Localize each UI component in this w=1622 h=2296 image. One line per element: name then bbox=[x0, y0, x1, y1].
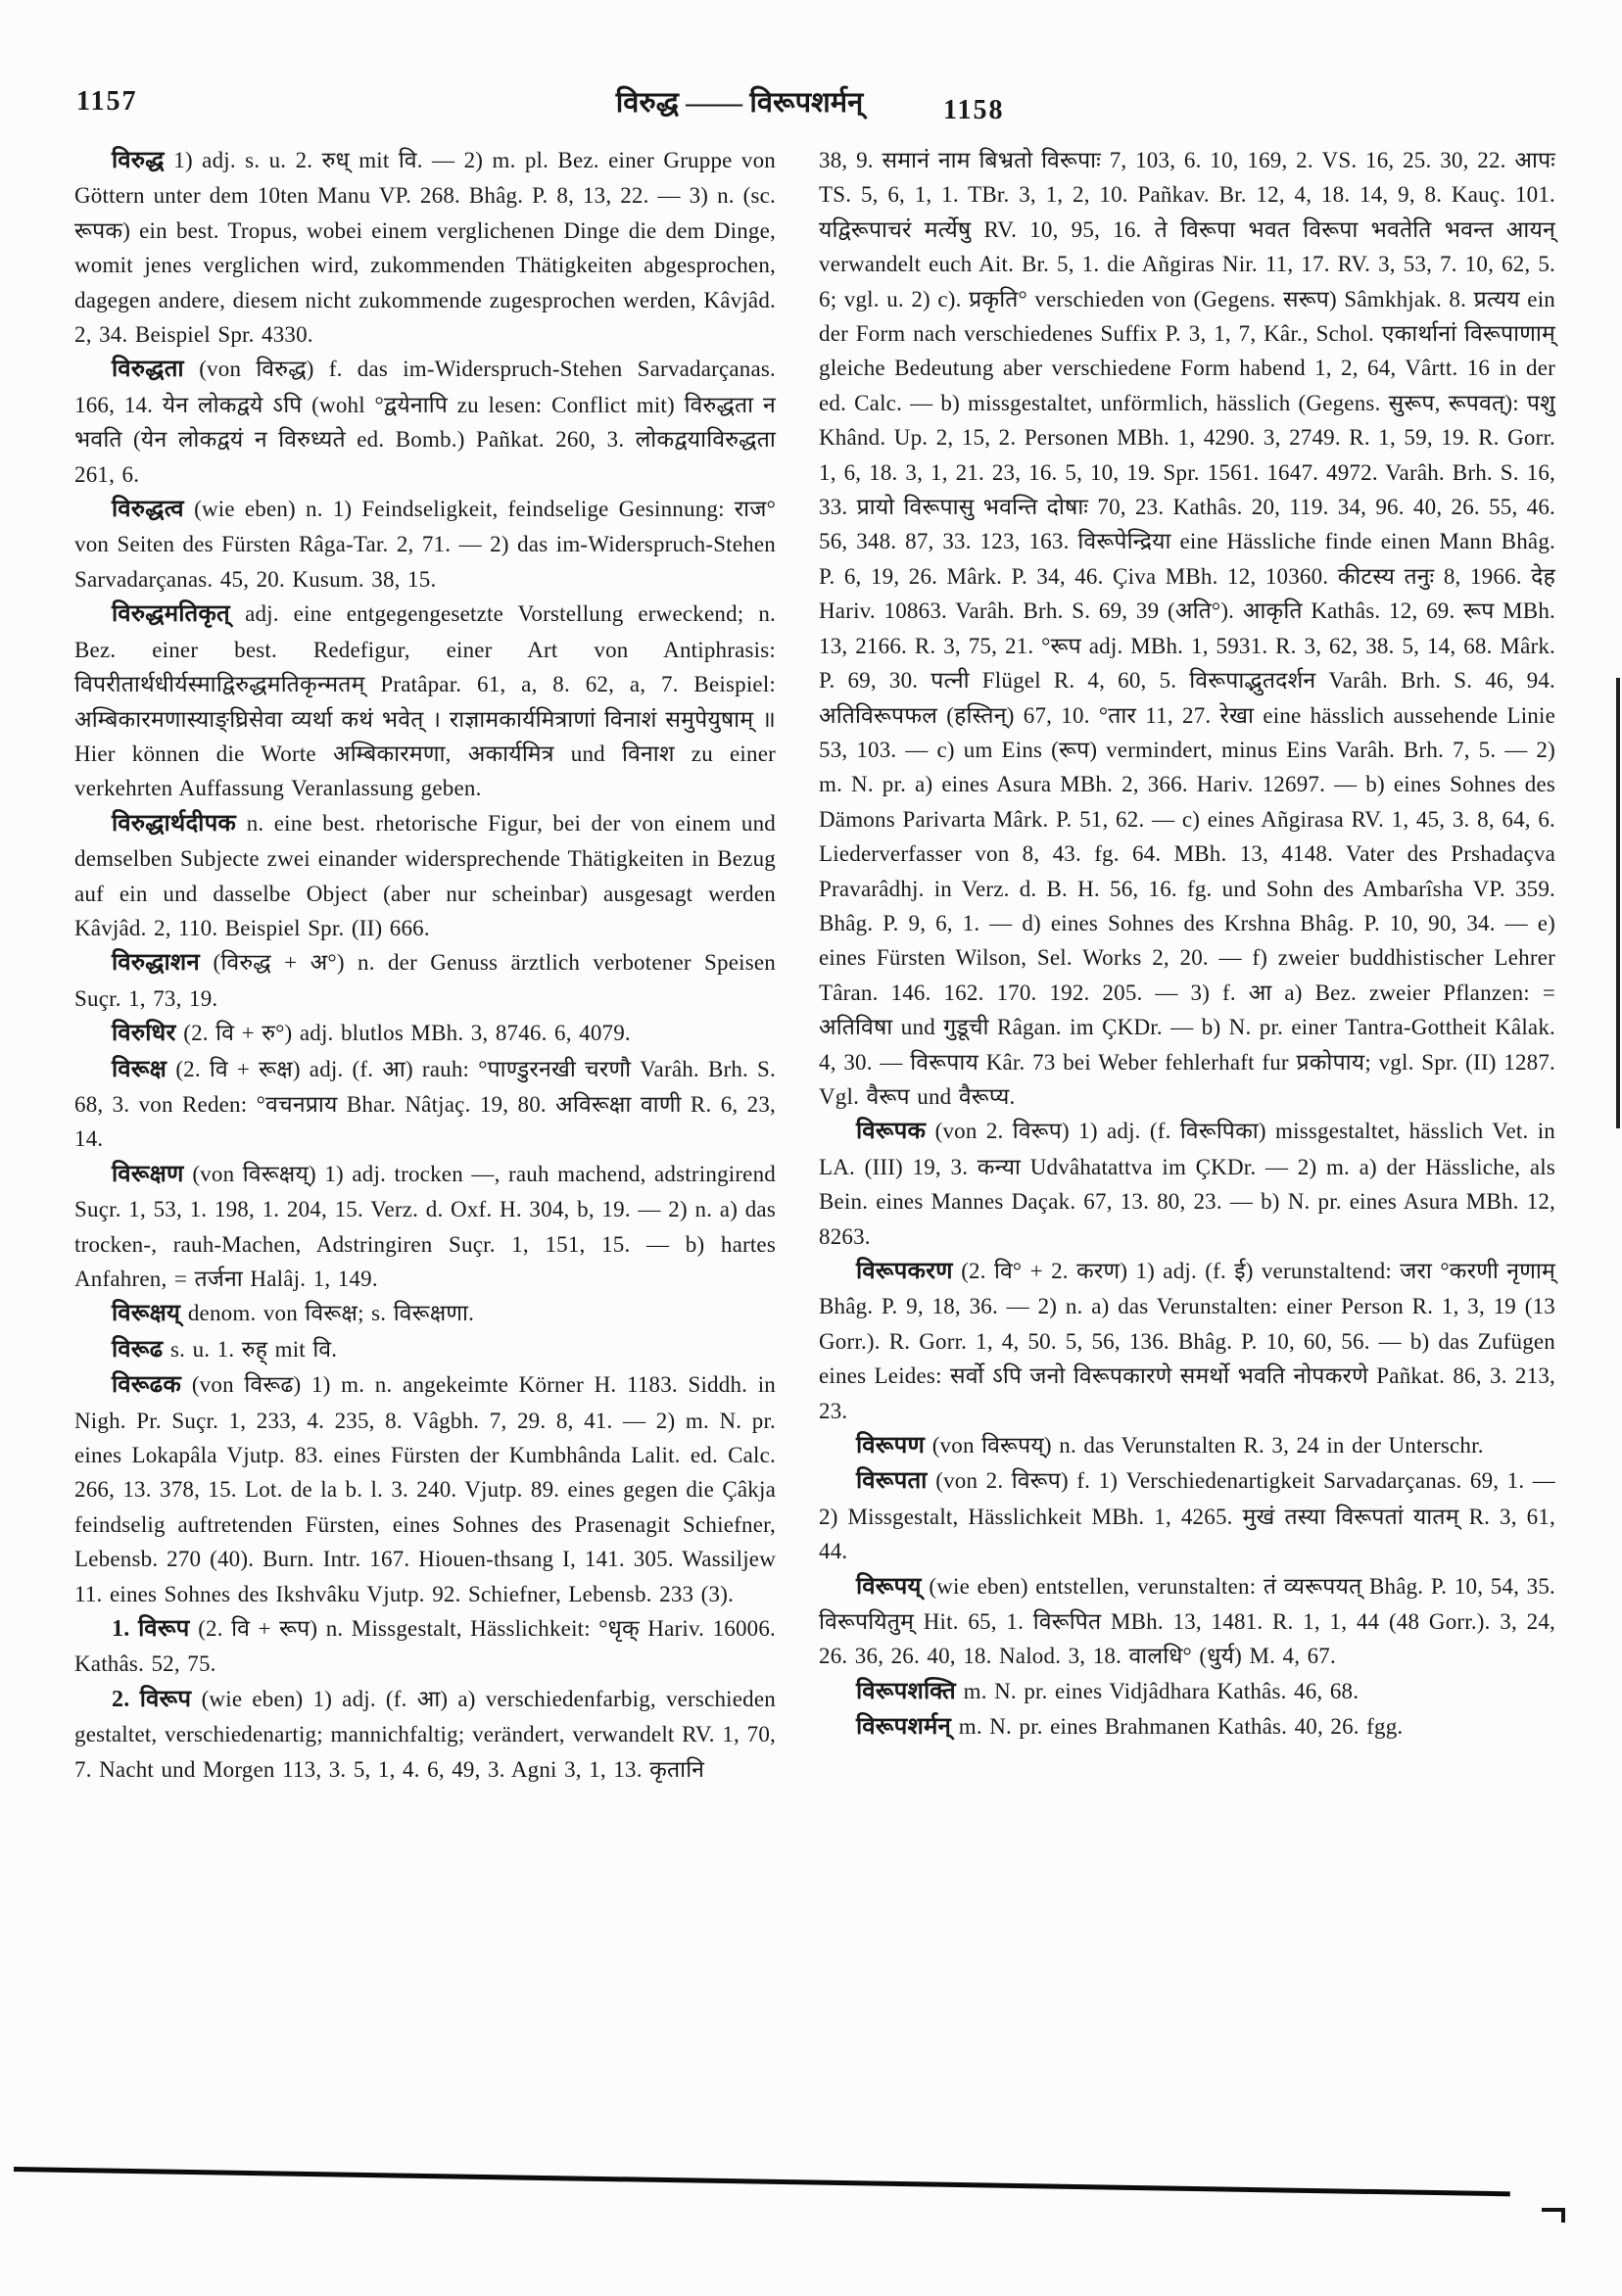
scan-corner-mark bbox=[1542, 2208, 1565, 2223]
entry-headword: विरूढक bbox=[112, 1372, 192, 1399]
entry-headword: विरुद्धमतिकृत् bbox=[112, 601, 246, 628]
dictionary-entry: विरुद्धता (von विरुद्ध) f. das im-Widerspruch-Stehen Sarvadarçanas. 166, 14. येन लोकद्वये ऽपि (wohl °द्वयेनापि zu lesen: Conflict mit) विरुद्धता न भवति (येन लोकद्वयं न विरुध्यते ed. Bomb.) Pañkat. 260, 3. लोकद्वयाविरुद्धता 261, 6. bbox=[74, 357, 776, 487]
entry-headword: 2. विरूप bbox=[112, 1686, 202, 1712]
entry-headword: विरुद्धाशन bbox=[112, 950, 214, 977]
entry-headword: विरुद्धत्व bbox=[112, 497, 195, 523]
entry-headword: 1. विरूप bbox=[112, 1616, 199, 1643]
dictionary-entry: विरूपशक्ति m. N. pr. eines Vidjâdhara Kathâs. 46, 68. bbox=[856, 1678, 1360, 1704]
running-head: विरुद्ध —— विरूपशर्मन् bbox=[615, 87, 864, 119]
dictionary-entry: विरूपता (von 2. विरूप) f. 1) Verschiedenartigkeit Sarvadarçanas. 69, 1. — 2) Missgestalt, Hässlichkeit MBh. 1, 4265. मुखं तस्या विरूपतां यातम् R. 3, 61, 44. bbox=[819, 1468, 1555, 1564]
entry-headword: विरूपक bbox=[856, 1119, 935, 1145]
entry-headword: विरूपशर्मन् bbox=[856, 1714, 959, 1741]
dictionary-entry: विरुद्ध 1) adj. s. u. 2. रुध् mit वि. — 2) m. pl. Bez. einer Gruppe von Göttern unter dem 10ten Manu VP. 268. Bhâg. P. 8, 13, 22. — 3) n. (sc. रूपक) ein best. Tropus, wobei einem verglichenen Dinge die dem Dinge, womit jenes verglichen wird, zukommenden Thätigkeiten abgesprochen, dagegen andere, diesem nicht zukommende zugesprochen werden, Kâvjâd. 2, 34. Beispiel Spr. 4330. bbox=[74, 148, 776, 348]
dictionary-entry: विरूक्ष (2. वि + रूक्ष) adj. (f. आ) rauh: °पाण्डुरनखी चरणौ Varâh. Brh. S. 68, 3. von Reden: °वचनप्राय Bhar. Nâtjaç. 19, 80. अविरूक्षा वाणी R. 6, 23, 14. bbox=[74, 1056, 776, 1152]
dictionary-entry: विरुद्धमतिकृत् adj. eine entgegengesetzte Vorstellung erweckend; n. Bez. einer best. Redefigur, einer Art von Antiphrasis: विपरीतार्थधीर्यस्माद्विरुद्धमतिकृन्मतम् Pratâpar. 61, a, 8. 62, a, 7. Beispiel: अम्बिकारमणास्याङ्घ्रिसेवा व्यर्था कथं भवेत् । राज्ञामकार्यमित्राणां विनाशं समुपेयुषाम् ॥ Hier können die Worte अम्बिकारमणा, अकार्यमित्र und विनाश zu einer verkehrten Auffassung Veranlassung geben. bbox=[74, 601, 776, 801]
entry-headword: विरुद्धार्थदीपक bbox=[112, 810, 247, 837]
dictionary-entry: विरूढ s. u. 1. रुह् mit वि. bbox=[112, 1336, 338, 1363]
entry-headword: विरूक्ष bbox=[112, 1056, 176, 1082]
dictionary-entry: विरुद्धार्थदीपक n. eine best. rhetorische Figur, bei der von einem und demselben Subjecte zwei einander widersprechende Thätigkeiten in Bezug auf ein und dasselbe Object (aber nur scheinbar) ausgesagt werden Kâvjâd. 2, 110. Beispiel Spr. (II) 666. bbox=[74, 810, 776, 940]
entry-headword: विरूपता bbox=[856, 1468, 936, 1495]
dictionary-column-right bbox=[819, 143, 1555, 1746]
dictionary-entry: विरुधिर (2. वि + रु°) adj. blutlos MBh. 3, 8746. 6, 4079. bbox=[112, 1021, 631, 1047]
entry-headword: विरूक्षय् bbox=[112, 1301, 188, 1327]
dictionary-entry: विरुद्धत्व (wie eben) n. 1) Feindseligkeit, feindselige Gesinnung: राज° von Seiten des Fürsten Râga-Tar. 2, 71. — 2) das im-Widerspruch-Stehen Sarvadarçanas. 45, 20. Kusum. 38, 15. bbox=[74, 497, 776, 592]
scan-edge-artifact bbox=[1616, 678, 1620, 1128]
dictionary-entry: 38, 9. समानं नाम बिभ्रतो विरूपाः 7, 103, 6. 10, 169, 2. VS. 16, 25. 30, 22. आपः TS. 5, 6, 1, 1. TBr. 3, 1, 2, 10. Pañkav. Br. 12, 4, 18. 14, 9, 8. Kauç. 101. यद्विरूपाचरं मर्त्येषु RV. 10, 95, 16. ते विरूपा भवत विरूपा भवतेति भवन्त आयन् verwandelt euch Ait. Br. 5, 1. die Añgiras Nir. 11, 17. RV. 3, 53, 7. 10, 62, 5. 6; vgl. u. 2) c). प्रकृति° verschieden von (Gegens. सरूप) Sâmkhjak. 8. प्रत्यय ein der Form nach verschiedenes Suffix P. 3, 1, 7, Kâr., Schol. एकार्थानां विरूपाणाम् gleiche Bedeutung aber verschiedene Form habend 1, 2, 64, Vârtt. 16 in der ed. Calc. — b) missgestaltet, unförmlich, hässlich (Gegens. सुरूप, रूपवत्): पशु Khând. Up. 2, 15, 2. Personen MBh. 1, 4290. 3, 2749. R. 1, 59, 19. R. Gorr. 1, 6, 18. 3, 1, 21. 23, 16. 5, 10, 19. Spr. 1561. 1647. 4972. Varâh. Brh. S. 16, 33. प्रायो विरूपासु भवन्ति दोषाः 70, 23. Kathâs. 20, 119. 34, 96. 40, 26. 55, 46. 56, 348. 87, 33. 123, 163. विरूपेन्द्रिया eine Hässliche finde einen Mann Bhâg. P. 6, 19, 26. Mârk. P. 34, 46. Çiva MBh. 12, 10360. कीटस्य तनुः 8, 1966. देह Hariv. 10863. Varâh. Brh. S. 69, 39 (अति°). आकृति Kathâs. 12, 69. रूप MBh. 13, 2166. R. 3, 75, 21. °रूप adj. MBh. 1, 5931. R. 3, 62, 38. 5, 14, 68. Mârk. P. 69, 30. पत्नी Flügel R. 4, 60, 5. विरूपाद्भुतदर्शन Varâh. Brh. S. 46, 94. अतिविरूपफल (हस्तिन्) 67, 10. °तार 11, 27. रेखा eine hässlich aussehende Linie 53, 103. — c) um Eins (रूप) vermindert, minus Eins Varâh. Brh. 7, 5. — 2) m. N. pr. a) eines Asura MBh. 2, 366. Hariv. 12697. — b) eines Sohnes des Dämons Parivarta Mârk. P. 51, 62. — c) eines Añgirasa RV. 1, 45, 3. 8, 64, 6. Liederverfasser von 8, 43. fg. 64. MBh. 13, 4148. Vater des Prshadaçva Pravarâdhj. in Verz. d. B. H. 56, 16. fg. und Sohn des Ambarîsha VP. 359. Bhâg. P. 9, 6, 1. — d) eines Sohnes des Krshna Bhâg. P. 10, 90, 34. — e) eines Fürsten Wilson, Sel. Works 2, 20. — f) zweier buddhistischer Lehrer Târan. 146. 162. 170. 192. 205. — 3) f. आ a) Bez. zweier Pflanzen: = अतिविषा und गुडूची Râgan. im ÇKDr. — b) N. pr. einer Tantra-Gottheit Kâlak. 4, 30. — विरूपाय Kâr. 73 bei Weber fehlerhaft fur प्रकोपाय; vgl. Spr. (II) 1287. Vgl. वैरूप und वैरूप्य. bbox=[819, 148, 1555, 1109]
entry-headword: विरूपशक्ति bbox=[856, 1678, 964, 1704]
dictionary-entry: विरूपकरण (2. वि° + 2. करण) 1) adj. (f. ई) verunstaltend: जरा °करणी नृणाम् Bhâg. P. 9, 18, 36. — 2) n. a) das Verunstalten: einer Person R. 1, 3, 19 (13 Gorr.). R. Gorr. 1, 4, 50. 5, 56, 136. Bhâg. P. 10, 60, 56. — b) das Zufügen eines Leides: सर्वो ऽपि जनो विरूपकारणे समर्थो भवति नोपकरणे Pañkat. 86, 3. 213, 23. bbox=[819, 1259, 1556, 1423]
page-number-right: 1158 bbox=[943, 95, 1005, 125]
dictionary-entry: विरूपय् (wie eben) entstellen, verunstalten: तं व्यरूपयत् Bhâg. P. 10, 54, 35. विरूपयितुम् Hit. 65, 1. विरूपित MBh. 13, 1481. R. 1, 1, 44 (48 Gorr.). 3, 24, 26. 36, 26. 40, 18. Nalod. 3, 18. वालधि° (धुर्य) M. 4, 67. bbox=[819, 1573, 1555, 1669]
entry-headword: विरुधिर bbox=[112, 1021, 184, 1047]
dictionary-entry: विरुद्धाशन (विरुद्ध + अ°) n. der Genuss ärztlich verbotener Speisen Suçr. 1, 73, 19. bbox=[74, 950, 776, 1011]
entry-headword: विरूपय् bbox=[856, 1573, 930, 1600]
bottom-rule bbox=[14, 2167, 1510, 2196]
entry-headword: विरूपकरण bbox=[856, 1259, 962, 1284]
dictionary-entry: विरूपशर्मन् m. N. pr. eines Brahmanen Kathâs. 40, 26. fgg. bbox=[856, 1714, 1404, 1741]
dictionary-entry: विरूक्षण (von विरूक्षय्) 1) adj. trocken —, rauh machend, adstringirend Suçr. 1, 53, 1. 198, 1. 204, 15. Verz. d. Oxf. H. 304, b, 19. — 2) n. a) das trocken-, rauh-Machen, Adstringiren Suçr. 1, 151, 15. — b) hartes Anfahren, = तर्जना Halâj. 1, 149. bbox=[74, 1161, 776, 1291]
dictionary-entry: 2. विरूप (wie eben) 1) adj. (f. आ) a) verschiedenfarbig, verschieden gestaltet, verschiedenartig; mannichfaltig; verändert, verwandelt RV. 1, 70, 7. Nacht und Morgen 113, 3. 5, 1, 4. 6, 49, 3. Agni 3, 1, 13. कृतानि bbox=[74, 1686, 776, 1782]
dictionary-entry: विरूढक (von विरूढ) 1) m. n. angekeimte Körner H. 1183. Siddh. in Nigh. Pr. Suçr. 1, 233, 4. 235, 8. Vâgbh. 7, 29. 8, 41. — 2) m. N. pr. eines Lokapâla Vjutp. 83. eines Fürsten der Kumbhânda Lalit. ed. Calc. 266, 13. 378, 15. Lot. de la b. l. 3. 240. Vjutp. 89. eines gegen die Çâkja feindselig auftretenden Fürsten, eines Sohnes des Prasenagit Schiefner, Lebensb. 270 (40). Burn. Intr. 167. Hiouen-thsang I, 141. 305. Wassiljew 11. eines Sohnes des Ikshvâku Vjutp. 92. Schiefner, Lebensb. 233 (3). bbox=[74, 1372, 776, 1606]
entry-headword: विरूपण bbox=[856, 1433, 932, 1459]
entry-headword: विरूढ bbox=[112, 1336, 171, 1363]
page-number-left: 1157 bbox=[76, 86, 138, 117]
entry-headword: विरुद्ध bbox=[112, 148, 174, 173]
dictionary-entry: विरूपक (von 2. विरूप) 1) adj. (f. विरूपिका) missgestaltet, hässlich Vet. in LA. (III) 19, 3. कन्या Udvâhatattva im ÇKDr. — 2) m. a) der Hässliche, als Bein. eines Mannes Daçak. 67, 13. 80, 23. — b) N. pr. eines Asura MBh. 12, 8263. bbox=[819, 1119, 1555, 1249]
entry-headword: विरुद्धता bbox=[112, 357, 200, 383]
dictionary-column-left bbox=[74, 143, 776, 1787]
dictionary-entry: विरूपण (von विरूपय्) n. das Verunstalten R. 3, 24 in der Unterschr. bbox=[856, 1433, 1484, 1459]
dictionary-entry: 1. विरूप (2. वि + रूप) n. Missgestalt, Hässlichkeit: °धृक् Hariv. 16006. Kathâs. 52, 75. bbox=[74, 1616, 776, 1677]
entry-headword: विरूक्षण bbox=[112, 1161, 193, 1187]
dictionary-entry: विरूक्षय् denom. von विरूक्ष; s. विरूक्षणा. bbox=[112, 1301, 475, 1327]
